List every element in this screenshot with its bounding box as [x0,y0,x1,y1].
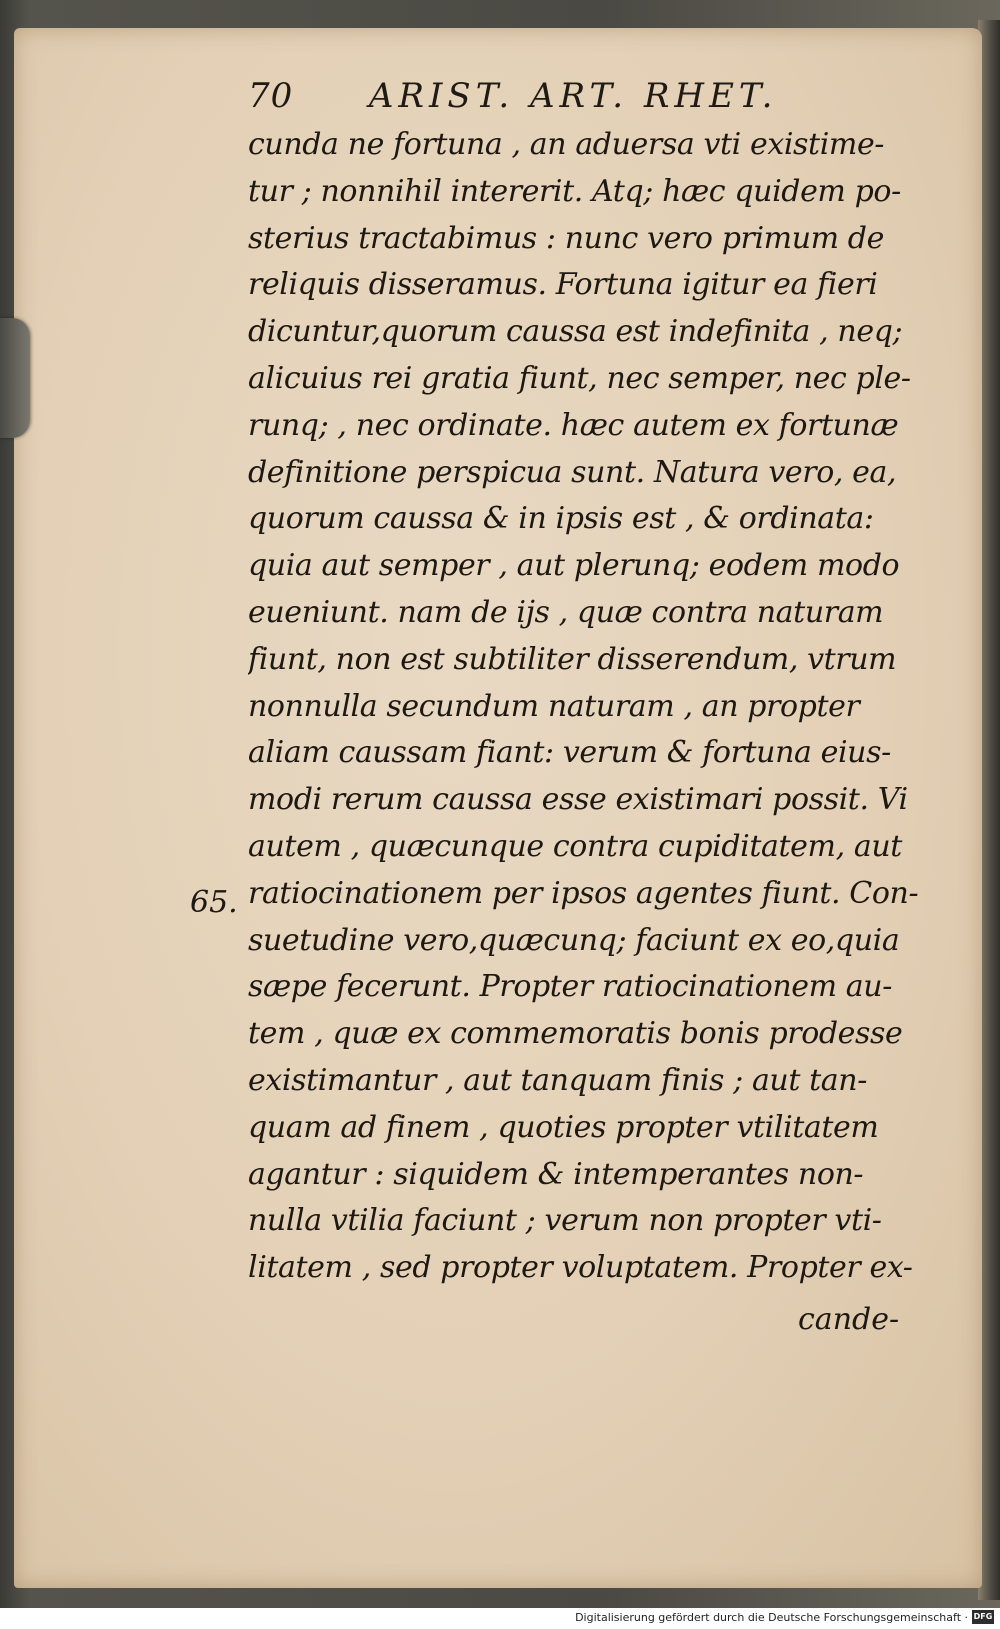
catchword: cande- [798,1302,900,1337]
footer-credit: Digitalisierung gefördert durch die Deutsche Forschungsgemeinschaft · [575,1611,968,1624]
text-line: sæpe fecerunt. Propter ratiocinationem au- [248,969,892,1005]
text-line: nonnulla secundum naturam , an propter [248,688,860,724]
text-line: nulla vtilia faciunt ; verum non propter vti- [248,1203,882,1239]
text-line: modi rerum caussa esse existimari possit. Vi [248,782,908,818]
running-head [248,76,868,116]
text-line: aliam caussam fiant: verum & fortuna eius- [248,735,891,771]
text-line: sterius tractabimus : nunc vero primum de [248,220,884,256]
binding-clasp [0,318,30,438]
marginal-number: 65. [190,885,238,920]
text-line: eueniunt. nam de ijs , quæ contra naturam [248,594,884,630]
text-line: definitione perspicua sunt. Natura vero, ea, [248,454,897,490]
text-line: dicuntur,quorum caussa est indefinita , neq; [248,314,903,350]
body-text [248,122,948,1292]
dfg-logo: DFG [972,1610,994,1624]
text-line: runq; , nec ordinate. hæc autem ex fortunæ [248,407,899,443]
text-line: fiunt, non est subtiliter disserendum, vtrum [248,641,897,677]
text-line: existimantur , aut tanquam finis ; aut tan- [248,1062,867,1098]
text-line: agantur : siquidem & intemperantes non- [248,1156,864,1192]
text-line: litatem , sed propter voluptatem. Propter ex- [248,1250,913,1286]
text-line: ratiocinationem per ipsos agentes fiunt. Con- [248,875,919,911]
running-title: ARIST. ART. RHET. [368,76,778,116]
text-line: reliquis disseramus. Fortuna igitur ea fieri [248,267,878,303]
text-line: suetudine vero,quæcunq; faciunt ex eo,quia [248,922,900,958]
text-line: alicuius rei gratia fiunt, nec semper, nec ple- [248,360,911,396]
text-line: quia aut semper , aut plerunq; eodem modo [248,548,900,584]
text-line: quorum caussa & in ipsis est , & ordinata: [248,501,874,537]
text-line: tur ; nonnihil intererit. Atq; hæc quidem po- [248,173,901,209]
text-line: tem , quæ ex commemoratis bonis prodesse [248,1016,903,1052]
page-number: 70 [248,76,294,116]
text-line: quam ad finem , quoties propter vtilitatem [248,1109,879,1145]
text-line: autem , quæcunque contra cupiditatem, aut [248,828,902,864]
text-line: cunda ne fortuna , an aduersa vti existime- [248,127,885,162]
